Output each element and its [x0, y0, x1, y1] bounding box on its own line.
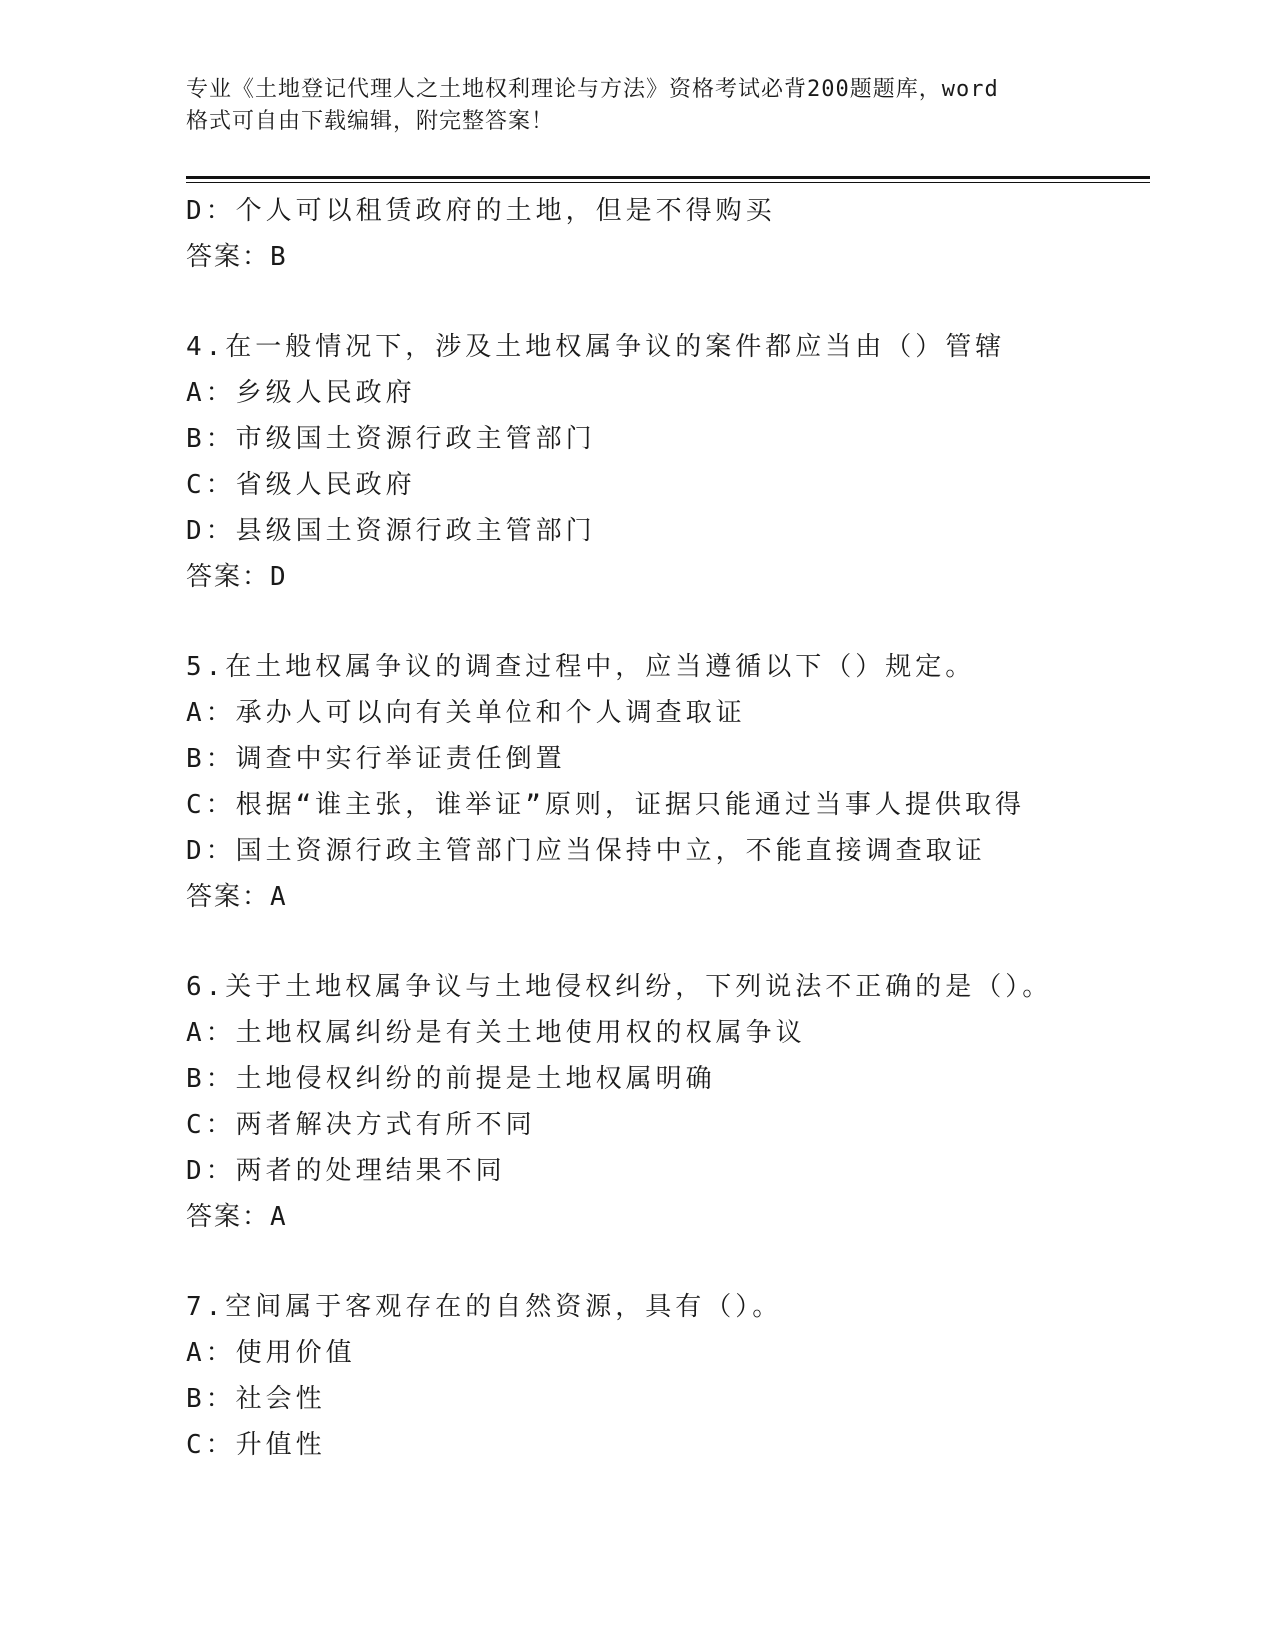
option-a: A：乡级人民政府	[186, 378, 416, 408]
question-4	[186, 324, 1150, 600]
question-list	[186, 188, 1150, 1468]
question-stem: 6.关于土地权属争议与土地侵权纠纷，下列说法不正确的是（）。	[186, 972, 1053, 1002]
option-b: B：社会性	[186, 1384, 326, 1414]
answer-label: 答案：	[186, 562, 271, 592]
option-d: D：个人可以租赁政府的土地，但是不得购买	[186, 196, 776, 226]
answer-label: 答案：	[186, 882, 271, 912]
spacer	[186, 280, 1150, 324]
option-d: D：县级国土资源行政主管部门	[186, 516, 596, 546]
header-divider-thick	[186, 176, 1150, 179]
answer-line	[186, 234, 1150, 280]
question-6	[186, 964, 1150, 1240]
answer-label: 答案：	[186, 242, 271, 272]
header-divider-thin	[186, 182, 1150, 183]
option-d: D：国土资源行政主管部门应当保持中立，不能直接调查取证	[186, 836, 986, 866]
question-stem: 4.在一般情况下，涉及土地权属争议的案件都应当由（）管辖	[186, 332, 1006, 362]
answer-line	[186, 554, 1150, 600]
spacer	[186, 920, 1150, 964]
option-a: A：使用价值	[186, 1338, 356, 1368]
question-3-tail	[186, 188, 1150, 280]
answer-value: D	[270, 562, 288, 592]
option-b: B：市级国土资源行政主管部门	[186, 424, 596, 454]
answer-line	[186, 874, 1150, 920]
option-a: A：承办人可以向有关单位和个人调查取证	[186, 698, 746, 728]
header-title-line-2: 格式可自由下载编辑，附完整答案！	[186, 109, 555, 134]
answer-value: A	[270, 1202, 288, 1232]
header-title-line-1: 专业《土地登记代理人之土地权利理论与方法》资格考试必背200题题库，word	[186, 77, 999, 102]
option-c: C：省级人民政府	[186, 470, 416, 500]
option-b: B：土地侵权纠纷的前提是土地权属明确	[186, 1064, 716, 1094]
question-stem: 5.在土地权属争议的调查过程中，应当遵循以下（）规定。	[186, 652, 976, 682]
question-stem: 7.空间属于客观存在的自然资源，具有（）。	[186, 1292, 783, 1322]
option-c: C：两者解决方式有所不同	[186, 1110, 536, 1140]
option-c: C：升值性	[186, 1430, 326, 1460]
spacer	[186, 600, 1150, 644]
answer-line	[186, 1194, 1150, 1240]
option-d: D：两者的处理结果不同	[186, 1156, 506, 1186]
question-7	[186, 1284, 1150, 1468]
answer-value: A	[270, 882, 288, 912]
document-header	[186, 74, 1086, 138]
option-a: A：土地权属纠纷是有关土地使用权的权属争议	[186, 1018, 806, 1048]
option-b: B：调查中实行举证责任倒置	[186, 744, 566, 774]
spacer	[186, 1240, 1150, 1284]
answer-label: 答案：	[186, 1202, 271, 1232]
answer-value: B	[270, 242, 288, 272]
question-5	[186, 644, 1150, 920]
option-c: C：根据“谁主张，谁举证”原则，证据只能通过当事人提供取得	[186, 790, 1025, 820]
